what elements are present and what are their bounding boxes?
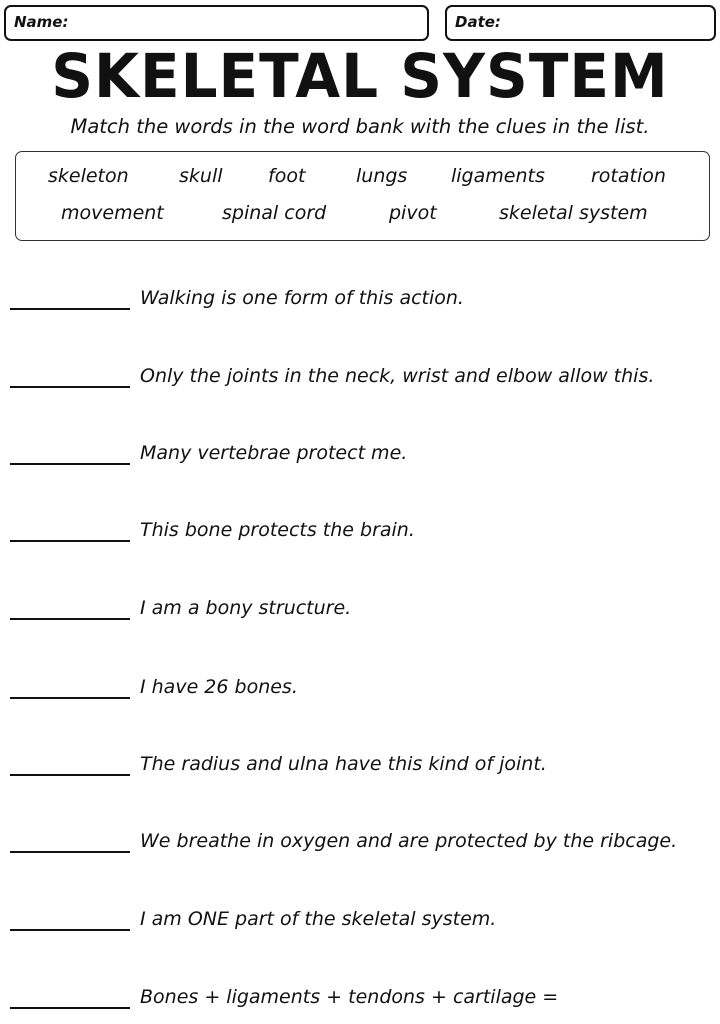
answer-blank[interactable] — [10, 386, 130, 388]
clue-row — [10, 516, 715, 546]
word-bank-item: lungs — [356, 165, 408, 187]
clue-row — [10, 827, 715, 857]
answer-blank[interactable] — [10, 1007, 130, 1009]
word-bank-item: spinal cord — [222, 202, 327, 224]
clue-text: This bone protects the brain. — [140, 519, 415, 541]
word-bank-item: ligaments — [451, 165, 545, 187]
clue-text: I am a bony structure. — [140, 597, 352, 619]
name-label: Name: — [14, 13, 69, 31]
clue-row — [10, 362, 715, 392]
clue-text: I am ONE part of the skeletal system. — [140, 908, 497, 930]
instructions: Match the words in the word bank with the clues in the list. — [70, 115, 650, 138]
page-title: SKELETAL SYSTEM — [51, 40, 669, 112]
answer-blank[interactable] — [10, 774, 130, 776]
clue-row — [10, 439, 715, 469]
clue-text: I have 26 bones. — [140, 676, 298, 698]
answer-blank[interactable] — [10, 851, 130, 853]
name-field[interactable] — [4, 5, 429, 41]
clue-row — [10, 284, 715, 314]
clue-row — [10, 983, 715, 1013]
clue-text: Bones + ligaments + tendons + cartilage = — [140, 986, 559, 1008]
answer-blank[interactable] — [10, 697, 130, 699]
clue-text: The radius and ulna have this kind of joint. — [140, 753, 547, 775]
date-label: Date: — [455, 13, 501, 31]
answer-blank[interactable] — [10, 540, 130, 542]
word-bank — [15, 151, 710, 241]
date-field[interactable] — [445, 5, 716, 41]
clue-row — [10, 905, 715, 935]
clue-row — [10, 673, 715, 703]
clue-text: We breathe in oxygen and are protected by the ribcage. — [140, 830, 678, 852]
clue-text: Many vertebrae protect me. — [140, 442, 408, 464]
word-bank-item: skeletal system — [499, 202, 648, 224]
clue-row — [10, 750, 715, 780]
clue-row — [10, 594, 715, 624]
answer-blank[interactable] — [10, 463, 130, 465]
answer-blank[interactable] — [10, 618, 130, 620]
word-bank-item: skeleton — [48, 165, 129, 187]
clue-text: Walking is one form of this action. — [140, 287, 464, 309]
clue-text: Only the joints in the neck, wrist and elbow allow this. — [140, 365, 655, 387]
word-bank-item: foot — [268, 165, 306, 187]
answer-blank[interactable] — [10, 929, 130, 931]
word-bank-item: pivot — [389, 202, 437, 224]
word-bank-item: rotation — [591, 165, 666, 187]
answer-blank[interactable] — [10, 308, 130, 310]
word-bank-item: skull — [179, 165, 223, 187]
word-bank-item: movement — [61, 202, 164, 224]
